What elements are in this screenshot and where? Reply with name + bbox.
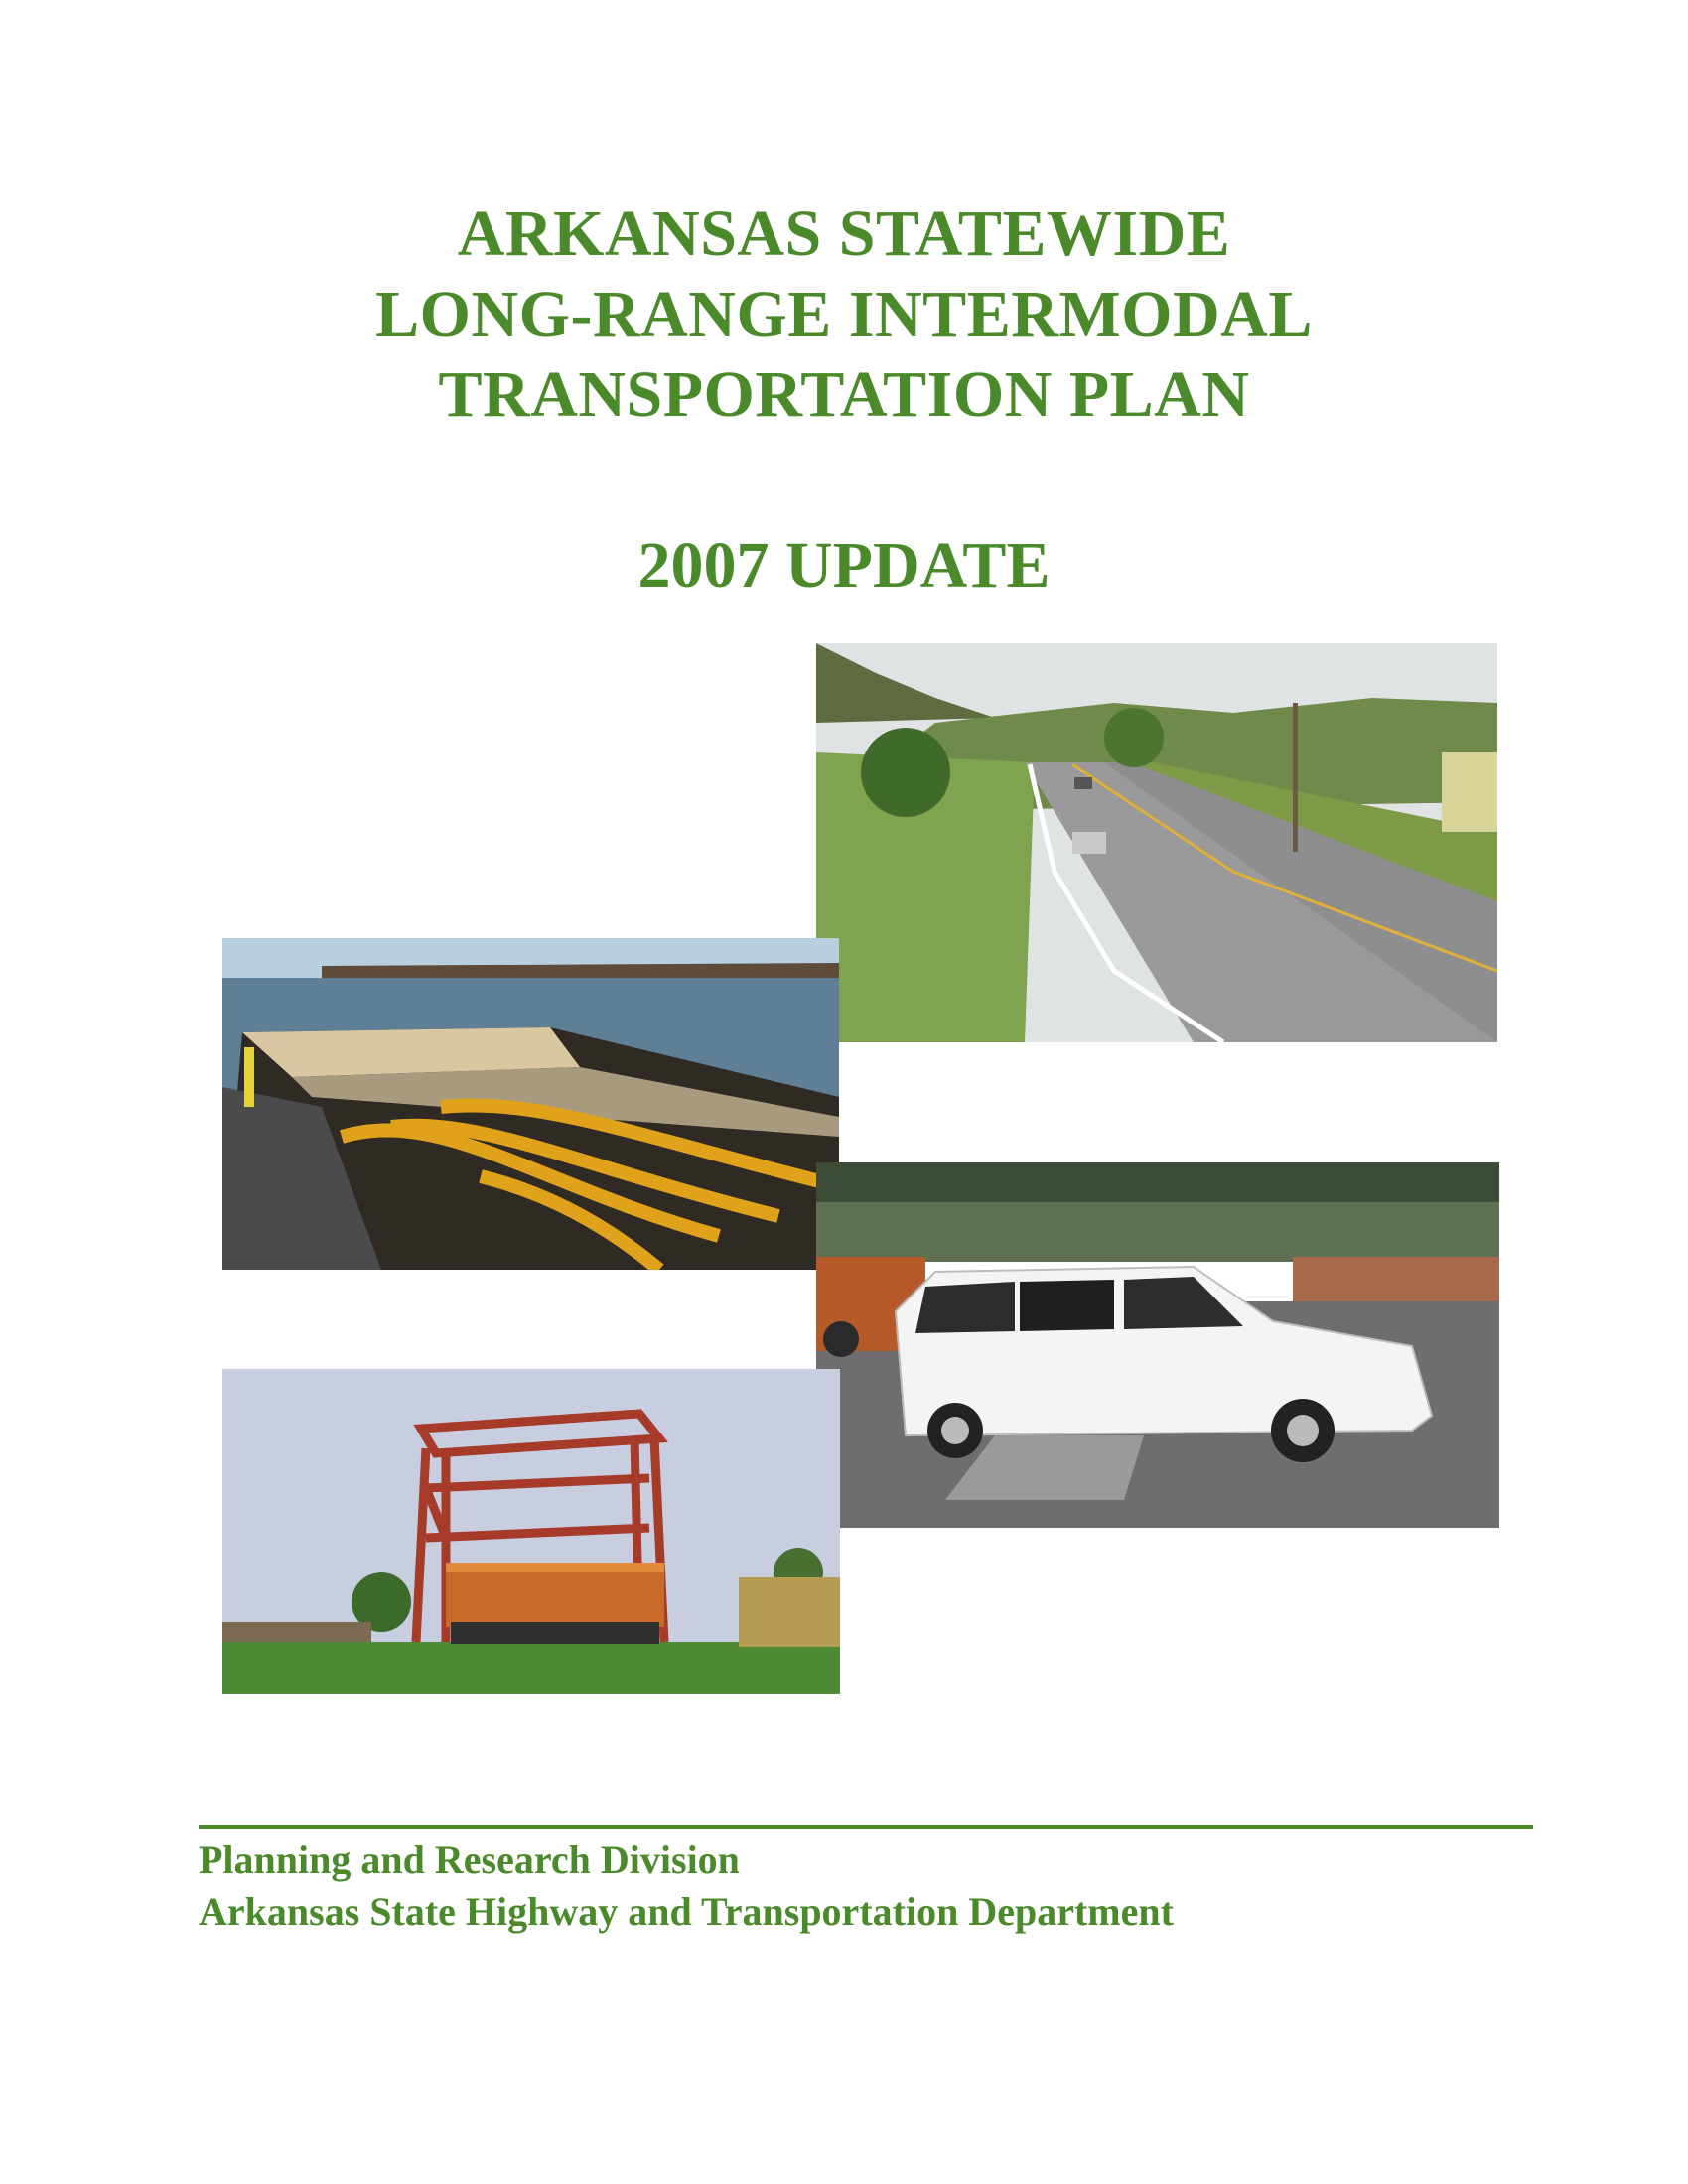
footer-rule bbox=[199, 1825, 1533, 1829]
footer bbox=[199, 1835, 1589, 1938]
cover-title bbox=[0, 194, 1688, 435]
title-line-3: TRANSPORTATION PLAN bbox=[438, 358, 1250, 431]
department-name: Arkansas State Highway and Transportation Department bbox=[199, 1889, 1174, 1934]
division-name: Planning and Research Division bbox=[199, 1838, 740, 1882]
barge-photo bbox=[222, 938, 839, 1270]
highway-photo bbox=[816, 643, 1497, 1042]
van-photo bbox=[816, 1162, 1499, 1528]
update-subtitle: 2007 UPDATE bbox=[637, 529, 1051, 602]
title-line-1: ARKANSAS STATEWIDE bbox=[457, 198, 1231, 270]
crane-photo bbox=[222, 1369, 840, 1694]
title-line-2: LONG-RANGE INTERMODAL bbox=[375, 278, 1313, 350]
